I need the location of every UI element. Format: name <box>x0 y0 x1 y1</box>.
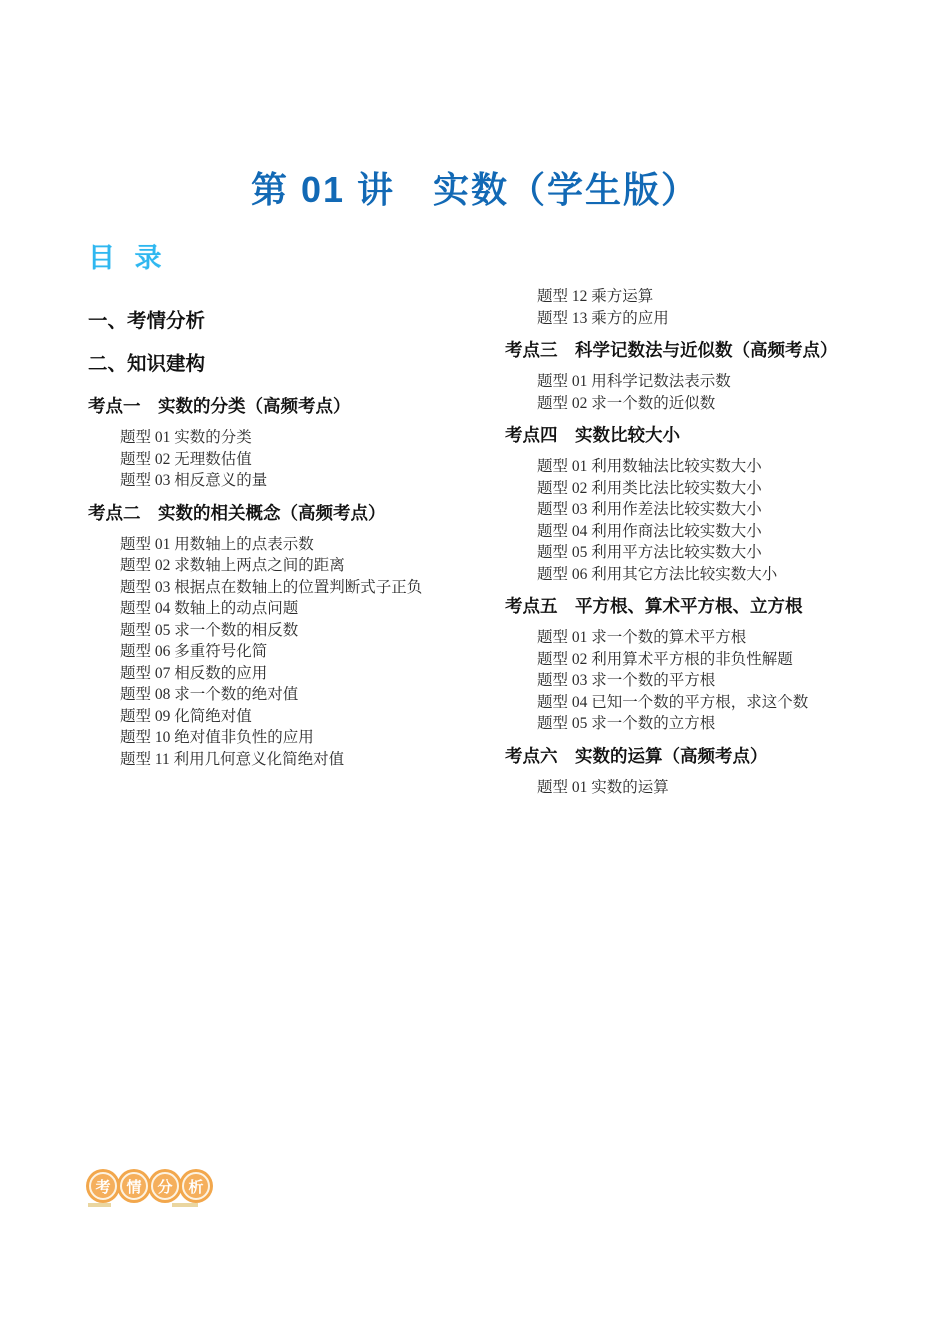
toc-item: 题型 05 求一个数的立方根 <box>537 715 716 732</box>
toc-item: 题型 02 利用算术平方根的非负性解题 <box>537 650 793 668</box>
toc-section: 二、知识建构 <box>88 353 206 375</box>
toc-item: 题型 03 利用作差法比较实数大小 <box>537 501 762 518</box>
toc-item: 题型 01 实数的运算 <box>537 778 669 796</box>
toc-item: 题型 05 利用平方法比较实数大小 <box>537 544 762 561</box>
toc-section: 一、考情分析 <box>88 310 206 332</box>
toc-item: 题型 01 用数轴上的点表示数 <box>120 535 314 553</box>
toc-kaodian-heading: 考点四 实数比较大小 <box>505 425 680 445</box>
toc-left-column <box>88 308 473 770</box>
toc-kaodian-heading: 考点一 实数的分类（高频考点） <box>88 396 351 416</box>
badge-circle-icon <box>148 1169 182 1203</box>
toc-item: 题型 01 利用数轴法比较实数大小 <box>537 458 762 475</box>
toc-item: 题型 02 无理数估值 <box>120 450 252 468</box>
toc-item: 题型 11 利用几何意义化简绝对值 <box>120 750 345 768</box>
toc-item: 题型 08 求一个数的绝对值 <box>120 686 299 703</box>
badge-character: 析 <box>182 1172 210 1200</box>
badge-circle-icon <box>86 1169 120 1203</box>
badge-underline-right <box>172 1203 198 1207</box>
toc-item: 题型 02 求数轴上两点之间的距离 <box>120 557 345 574</box>
toc-item: 题型 04 利用作商法比较实数大小 <box>537 522 762 540</box>
exam-analysis-badge <box>86 1167 231 1212</box>
toc-item: 题型 04 数轴上的动点问题 <box>120 600 299 617</box>
toc-item: 题型 06 多重符号化简 <box>120 643 268 660</box>
page-title: 第 01 讲 实数（学生版） <box>250 169 700 210</box>
toc-item: 题型 01 求一个数的算术平方根 <box>537 629 747 646</box>
toc-item: 题型 07 相反数的应用 <box>120 664 268 682</box>
toc-item: 题型 04 已知一个数的平方根，求这个数 <box>537 693 809 711</box>
toc-item: 题型 06 利用其它方法比较实数大小 <box>537 565 778 583</box>
toc-item: 题型 01 用科学记数法表示数 <box>537 373 731 390</box>
toc-item: 题型 12 乘方运算 <box>537 288 654 305</box>
badge-circle-icon <box>179 1169 213 1203</box>
toc-item: 题型 02 利用类比法比较实数大小 <box>537 479 762 497</box>
toc-item: 题型 13 乘方的应用 <box>537 309 669 327</box>
toc-kaodian-heading: 考点三 科学记数法与近似数（高频考点） <box>505 340 838 360</box>
toc-item: 题型 03 根据点在数轴上的位置判断式子正负 <box>120 578 423 596</box>
badge-character: 分 <box>151 1172 179 1200</box>
toc-item: 题型 02 求一个数的近似数 <box>537 394 716 412</box>
toc-kaodian-heading: 考点二 实数的相关概念（高频考点） <box>88 502 386 523</box>
toc-item: 题型 03 相反意义的量 <box>120 472 268 489</box>
badge-circle-icon <box>117 1169 151 1203</box>
badge-underline-left <box>88 1203 111 1207</box>
toc-item: 题型 09 化简绝对值 <box>120 707 252 725</box>
toc-item: 题型 10 绝对值非负性的应用 <box>120 729 314 746</box>
toc-right-column <box>505 286 890 798</box>
toc-item: 题型 05 求一个数的相反数 <box>120 621 299 639</box>
toc-kaodian-heading: 考点五 平方根、算术平方根、立方根 <box>505 596 803 616</box>
toc-item: 题型 01 实数的分类 <box>120 429 252 446</box>
toc-heading: 目 录 <box>88 243 168 273</box>
toc-kaodian-heading: 考点六 实数的运算（高频考点） <box>505 745 768 766</box>
badge-character: 考 <box>89 1172 117 1200</box>
toc-item: 题型 03 求一个数的平方根 <box>537 672 716 689</box>
badge-character: 情 <box>120 1172 148 1200</box>
